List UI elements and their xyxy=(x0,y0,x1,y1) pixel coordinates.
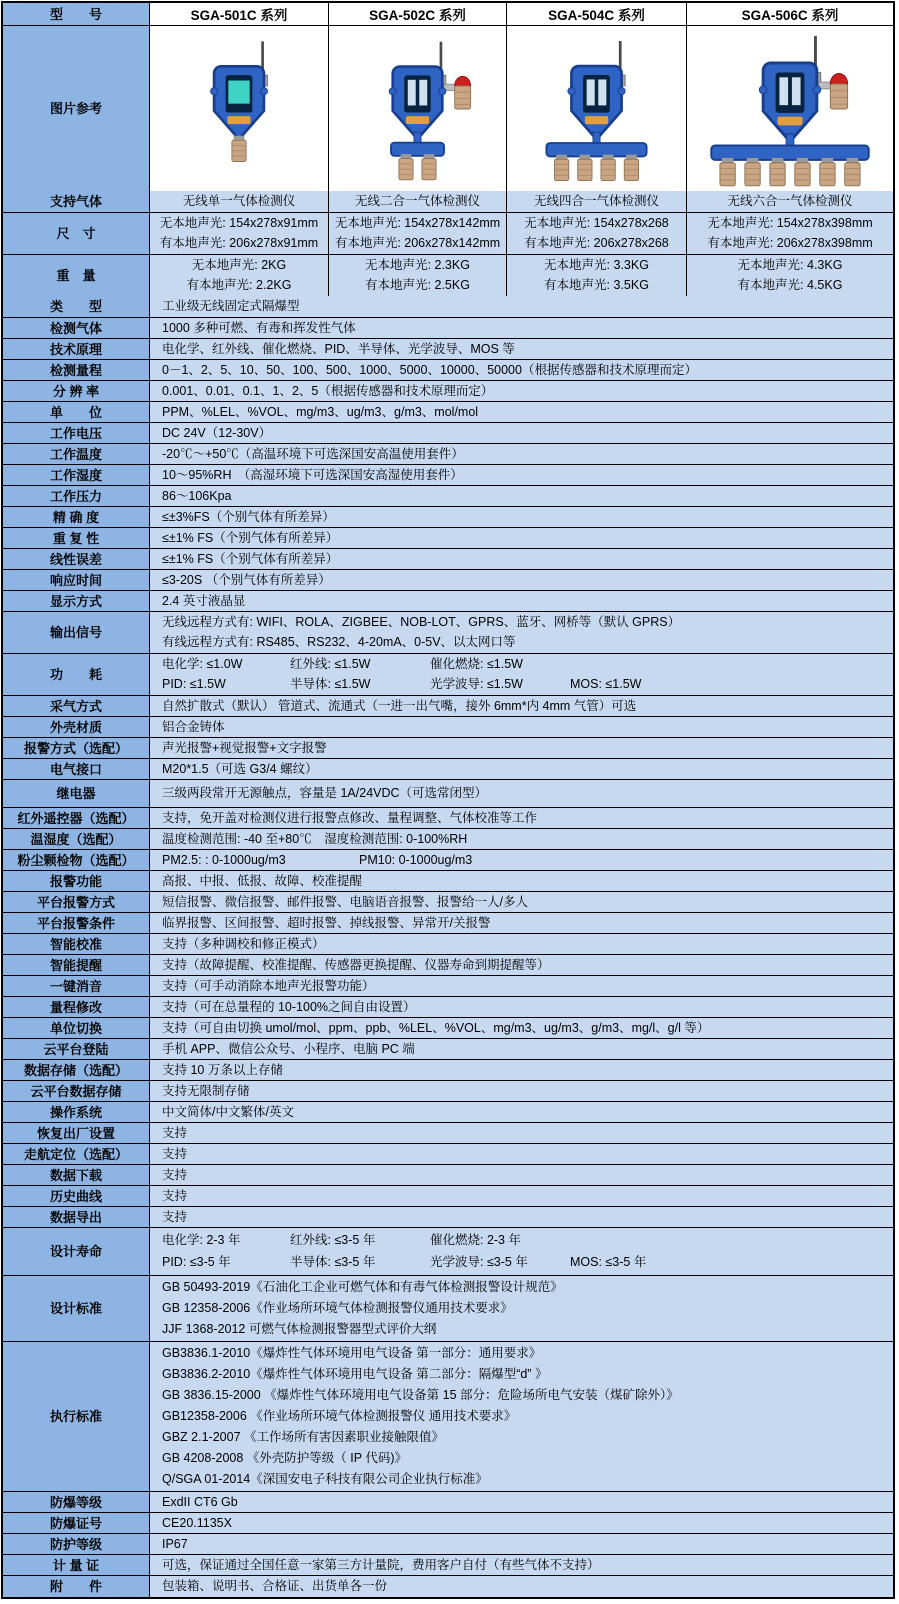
spec-row-27 xyxy=(3,912,893,933)
spec-row-value xyxy=(149,1492,893,1512)
grid-cell xyxy=(686,191,893,212)
spec-row-value xyxy=(149,1165,893,1185)
spec-row-label: 智能提醒 xyxy=(3,955,149,975)
spec-row-label: 防护等级 xyxy=(3,1534,149,1554)
spec-value-line: 10～95%RH （高湿环境下可选深国安高湿使用套件） xyxy=(162,468,463,482)
spec-row-value xyxy=(149,1513,893,1533)
spec-value-segment: 光学波导: ≤3-5 年 xyxy=(430,1255,528,1270)
grid-cell xyxy=(149,191,328,212)
spec-row-value xyxy=(149,1060,893,1080)
spec-row-label: 云平台登陆 xyxy=(3,1039,149,1059)
spec-row-label: 输出信号 xyxy=(3,612,149,653)
spec-row-label: 类 型 xyxy=(3,296,149,317)
spec-value-line xyxy=(162,675,893,694)
spec-value-line: 有线远程方式有: RS485、RS232、4-20mA、0-5V、以太网口等 xyxy=(162,634,516,649)
spec-value-line: 支持（可在总量程的 10-100%之间自由设置） xyxy=(162,1000,416,1014)
grid-cell-line: 无本地声光: 2.3KG xyxy=(365,258,470,273)
grid-cell-line: 无本地声光: 2KG xyxy=(191,258,287,273)
spec-row-15 xyxy=(3,611,893,653)
header-model-sga-504c: SGA-504C 系列 xyxy=(506,3,686,25)
spec-value-segment: MOS: ≤1.5W xyxy=(570,676,642,691)
spec-row-label: 重 复 性 xyxy=(3,528,149,548)
spec-row-label: 附 件 xyxy=(3,1576,149,1597)
spec-row-value xyxy=(149,465,893,485)
spec-row-value xyxy=(149,339,893,359)
spec-row-label: 粉尘颗检物（选配） xyxy=(3,850,149,870)
grid-cell xyxy=(506,213,686,254)
spec-row-24 xyxy=(3,849,893,870)
spec-row-38 xyxy=(3,1143,893,1164)
spec-value-segment: 半导体: ≤3-5 年 xyxy=(290,1255,376,1270)
spec-row-label: 防爆证号 xyxy=(3,1513,149,1533)
spec-value-line xyxy=(162,851,893,870)
spec-value-segment: PM2.5: : 0-1000ug/m3 xyxy=(162,853,286,867)
spec-value-line: 支持（可自由切换 umol/mol、ppm、ppb、%LEL、%VOL、mg/m3、ug/m3、g/m3、mg/l、g/l 等） xyxy=(162,1021,710,1035)
spec-value-line xyxy=(162,1253,893,1272)
spec-row-label: 操作系统 xyxy=(3,1102,149,1122)
spec-row-37 xyxy=(3,1122,893,1143)
spec-value-line: ≤±1% FS（个别气体有所差异） xyxy=(162,552,339,566)
spec-row-value xyxy=(149,1342,893,1491)
spec-row-value xyxy=(149,829,893,849)
spec-value-line: 临界报警、区间报警、超时报警、掉线报警、异常开/关报警 xyxy=(162,916,491,930)
grid-cell xyxy=(328,191,506,212)
spec-row-0 xyxy=(3,296,893,317)
spec-value-line: GB 12358-2006《作业场所环境气体检测报警仪通用技术要求》 xyxy=(162,1301,513,1315)
spec-value-line: 支持（可手动消除本地声光报警功能） xyxy=(162,979,375,993)
spec-row-11 xyxy=(3,527,893,548)
spec-row-45 xyxy=(3,1491,893,1512)
spec-row-label: 工作湿度 xyxy=(3,465,149,485)
spec-row-value xyxy=(149,1144,893,1164)
spec-value-line: M20*1.5（可选 G3/4 螺纹） xyxy=(162,762,318,776)
grid-cell xyxy=(149,255,328,296)
spec-value-segment: 催化燃烧: 2-3 年 xyxy=(430,1232,521,1247)
spec-row-label: 云平台数据存储 xyxy=(3,1081,149,1101)
spec-row-label: 量程修改 xyxy=(3,997,149,1017)
spec-row-13 xyxy=(3,569,893,590)
spec-row-label: 继电器 xyxy=(3,780,149,807)
spec-row-label: 响应时间 xyxy=(3,570,149,590)
grid-cell-line: 有本地声光: 4.5KG xyxy=(737,277,843,292)
grid-cell xyxy=(686,255,893,296)
spec-row-36 xyxy=(3,1101,893,1122)
spec-value-line: GB3836.1-2010《爆炸性气体环境用电气设备 第一部分：通用要求》 xyxy=(162,1346,542,1360)
spec-value-line xyxy=(162,655,893,674)
spec-value-segment: 催化燃烧: ≤1.5W xyxy=(430,657,523,672)
spec-row-label: 检测量程 xyxy=(3,360,149,380)
grid-cell-line: 无本地声光: 4.3KG xyxy=(737,258,843,273)
spec-row-label: 智能校准 xyxy=(3,934,149,954)
spec-value-line: 包装箱、说明书、合格证、出货单各一份 xyxy=(162,1579,388,1593)
spec-value-line: GB 4208-2008 《外壳防护等级（ IP 代码)》 xyxy=(162,1451,407,1465)
spec-row-3 xyxy=(3,359,893,380)
spec-value-line: GB12358-2006 《作业场所环境气体检测报警仪 通用技术要求》 xyxy=(162,1409,517,1423)
spec-value-segment: PID: ≤3-5 年 xyxy=(162,1255,231,1270)
grid-cell xyxy=(149,213,328,254)
spec-value-line: 支持 10 万条以上存储 xyxy=(162,1063,283,1077)
spec-row-label: 单位切换 xyxy=(3,1018,149,1038)
spec-row-value xyxy=(149,1228,893,1275)
spec-row-label: 一键消音 xyxy=(3,976,149,996)
spec-value-line: ≤±3%FS（个别气体有所差异） xyxy=(162,510,335,524)
spec-row-label: 温湿度（选配） xyxy=(3,829,149,849)
spec-row-label: 工作温度 xyxy=(3,444,149,464)
grid-row-label: 尺 寸 xyxy=(3,213,149,254)
grid-cell-line: 无线单一气体检测仪 xyxy=(182,194,296,208)
spec-row-value xyxy=(149,486,893,506)
grid-cell-line: 有本地声光: 3.5KG xyxy=(544,277,649,292)
spec-row-25 xyxy=(3,870,893,891)
spec-row-value xyxy=(149,1123,893,1143)
grid-cell xyxy=(328,213,506,254)
spec-row-32 xyxy=(3,1017,893,1038)
spec-row-12 xyxy=(3,548,893,569)
spec-row-44 xyxy=(3,1341,893,1491)
spec-row-23 xyxy=(3,828,893,849)
grid-cell-line: 有本地声光: 2.2KG xyxy=(186,277,292,292)
spec-row-label: 执行标准 xyxy=(3,1342,149,1491)
spec-row-14 xyxy=(3,590,893,611)
spec-row-value xyxy=(149,507,893,527)
spec-value-segment: 半导体: ≤1.5W xyxy=(290,676,371,691)
grid-cell-line: 有本地声光: 2.5KG xyxy=(365,277,470,292)
spec-row-30 xyxy=(3,975,893,996)
spec-value-line: GBZ 2.1-2007 《工作场所有害因素职业接触限值》 xyxy=(162,1430,444,1444)
spec-value-line: JJF 1368-2012 可燃气体检测报警器型式评价大纲 xyxy=(162,1322,437,1336)
spec-value-line: 0－1、2、5、10、50、100、500、1000、5000、10000、50000（根据传感器和技术原理而定） xyxy=(162,363,697,377)
spec-row-7 xyxy=(3,443,893,464)
spec-row-label: 数据存储（选配） xyxy=(3,1060,149,1080)
spec-row-label: 红外遥控器（选配） xyxy=(3,808,149,828)
spec-row-8 xyxy=(3,464,893,485)
spec-value-line: 自然扩散式（默认） 管道式、流通式（一进一出气嘴，接外 6mm*内 4mm 气管）可选 xyxy=(162,699,637,713)
spec-value-line: 支持 xyxy=(162,1147,188,1161)
spec-row-label: 工作压力 xyxy=(3,486,149,506)
grid-cell-line: 无线四合一气体检测仪 xyxy=(533,194,659,208)
spec-row-19 xyxy=(3,737,893,758)
spec-row-label: 精 确 度 xyxy=(3,507,149,527)
grid-cell-line: 有本地声光: 206x278x268 xyxy=(524,235,669,250)
spec-row-label: 防爆等级 xyxy=(3,1492,149,1512)
spec-row-value xyxy=(149,871,893,891)
spec-row-value xyxy=(149,381,893,401)
spec-row-value xyxy=(149,1555,893,1575)
spec-row-22 xyxy=(3,807,893,828)
spec-value-segment: 光学波导: ≤1.5W xyxy=(430,676,523,691)
spec-row-42 xyxy=(3,1227,893,1275)
spec-row-31 xyxy=(3,996,893,1017)
spec-row-value xyxy=(149,1576,893,1597)
spec-row-label: 平台报警条件 xyxy=(3,913,149,933)
spec-table xyxy=(1,1,895,1599)
spec-row-label: 单 位 xyxy=(3,402,149,422)
spec-row-49 xyxy=(3,1575,893,1597)
spec-row-41 xyxy=(3,1206,893,1227)
spec-row-label: 历史曲线 xyxy=(3,1186,149,1206)
spec-value-line: 支持（多种调校和修正模式） xyxy=(162,937,325,951)
spec-row-value xyxy=(149,654,893,695)
spec-row-value xyxy=(149,423,893,443)
grid-row-label: 重 量 xyxy=(3,255,149,296)
spec-row-4 xyxy=(3,380,893,401)
spec-row-29 xyxy=(3,954,893,975)
spec-value-line: 工业级无线固定式隔爆型 xyxy=(162,299,300,313)
spec-row-value xyxy=(149,759,893,779)
grid-cell xyxy=(328,255,506,296)
spec-row-label: 平台报警方式 xyxy=(3,892,149,912)
spec-value-line: 支持（故障提醒、校准提醒、传感器更换提醒、仪器寿命到期提醒等） xyxy=(162,958,550,972)
spec-row-9 xyxy=(3,485,893,506)
spec-value-line: 三级两段常开无源触点，容量是 1A/24VDC（可选常闭型） xyxy=(162,786,488,800)
spec-row-label: 数据导出 xyxy=(3,1207,149,1227)
spec-row-value xyxy=(149,717,893,737)
spec-row-label: 设计寿命 xyxy=(3,1228,149,1275)
spec-row-label: 采气方式 xyxy=(3,696,149,716)
spec-value-line: 1000 多种可燃、有毒和挥发性气体 xyxy=(162,321,356,335)
spec-value-line: 支持无限制存储 xyxy=(162,1084,250,1098)
spec-row-value xyxy=(149,1534,893,1554)
spec-row-label: 计 量 证 xyxy=(3,1555,149,1575)
spec-row-value xyxy=(149,360,893,380)
spec-row-20 xyxy=(3,758,893,779)
grid-cell xyxy=(506,255,686,296)
header-row xyxy=(3,3,893,25)
spec-value-line: 支持 xyxy=(162,1189,188,1203)
spec-value-line xyxy=(162,1231,893,1250)
spec-row-label: 检测气体 xyxy=(3,318,149,338)
spec-row-35 xyxy=(3,1080,893,1101)
spec-row-21 xyxy=(3,779,893,807)
spec-value-line: 高报、中报、低报、故障、校准提醒 xyxy=(162,874,363,888)
spec-row-value xyxy=(149,892,893,912)
spec-value-line: 声光报警+视觉报警+文字报警 xyxy=(162,741,327,755)
spec-row-value xyxy=(149,1018,893,1038)
spec-row-value xyxy=(149,402,893,422)
spec-row-value xyxy=(149,934,893,954)
spec-row-value xyxy=(149,955,893,975)
spec-row-6 xyxy=(3,422,893,443)
spec-row-value xyxy=(149,612,893,653)
spec-value-line: 支持 xyxy=(162,1168,188,1182)
spec-row-label: 外壳材质 xyxy=(3,717,149,737)
spec-value-line: 支持 xyxy=(162,1126,188,1140)
spec-value-line: PPM、%LEL、%VOL、mg/m3、ug/m3、g/m3、mol/mol xyxy=(162,405,479,419)
spec-row-value xyxy=(149,850,893,870)
spec-row-value xyxy=(149,528,893,548)
header-model-sga-501c: SGA-501C 系列 xyxy=(149,3,328,25)
spec-row-value xyxy=(149,570,893,590)
spec-row-17 xyxy=(3,695,893,716)
spec-value-line: ExdII CT6 Gb xyxy=(162,1495,238,1509)
spec-row-10 xyxy=(3,506,893,527)
spec-row-label: 走航定位（选配） xyxy=(3,1144,149,1164)
spec-value-line: 可选，保证通过全国任意一家第三方计量院，费用客户自付（有些气体不支持） xyxy=(162,1558,600,1572)
spec-value-line: GB 50493-2019《石油化工企业可燃气体和有毒气体检测报警设计规范》 xyxy=(162,1280,563,1294)
spec-row-value xyxy=(149,913,893,933)
spec-value-segment: 电化学: 2-3 年 xyxy=(162,1232,241,1247)
spec-value-line: Q/SGA 01-2014《深国安电子科技有限公司企业执行标准》 xyxy=(162,1472,488,1486)
spec-row-label: 显示方式 xyxy=(3,591,149,611)
spec-row-1 xyxy=(3,317,893,338)
spec-row-value xyxy=(149,780,893,807)
spec-value-line: IP67 xyxy=(162,1537,188,1551)
spec-row-label: 恢复出厂设置 xyxy=(3,1123,149,1143)
spec-row-value xyxy=(149,1186,893,1206)
grid-row-label: 支持气体 xyxy=(3,191,149,212)
spec-row-value xyxy=(149,997,893,1017)
spec-row-value xyxy=(149,1207,893,1227)
spec-value-line: 0.001、0.01、0.1、1、2、5（根据传感器和技术原理而定） xyxy=(162,384,494,398)
spec-value-line: GB3836.2-2010《爆炸性气体环境用电气设备 第二部分：隔爆型“d” 》 xyxy=(162,1367,548,1381)
spec-value-line: 短信报警、微信报警、邮件报警、电脑语音报警、报警给一人/多人 xyxy=(162,895,528,909)
grid-cell-line: 无线二合一气体检测仪 xyxy=(354,194,480,208)
spec-value-line: 支持 xyxy=(162,1210,188,1224)
spec-row-value xyxy=(149,1102,893,1122)
spec-value-line: 无线远程方式有: WIFI、ROLA、ZIGBEE、NOB-LOT、GPRS、蓝牙、网桥等（默认 GPRS） xyxy=(162,615,681,630)
spec-row-2 xyxy=(3,338,893,359)
spec-row-label: 数据下载 xyxy=(3,1165,149,1185)
spec-row-value xyxy=(149,696,893,716)
grid-cell-line: 无本地声光: 3.3KG xyxy=(544,258,649,273)
header-model-sga-506c: SGA-506C 系列 xyxy=(686,3,893,25)
spec-row-value xyxy=(149,808,893,828)
spec-row-label: 分 辨 率 xyxy=(3,381,149,401)
device-image-sga-506c xyxy=(686,26,893,191)
spec-rows xyxy=(3,296,893,1597)
spec-value-segment: 电化学: ≤1.0W xyxy=(162,657,243,672)
spec-row-label: 电气接口 xyxy=(3,759,149,779)
spec-row-48 xyxy=(3,1554,893,1575)
grid-cell-line: 有本地声光: 206x278x142mm xyxy=(334,235,501,250)
spec-row-value xyxy=(149,738,893,758)
spec-row-value xyxy=(149,1081,893,1101)
spec-row-5 xyxy=(3,401,893,422)
spec-row-value xyxy=(149,444,893,464)
spec-row-label: 技术原理 xyxy=(3,339,149,359)
grid-cell-line: 有本地声光: 206x278x91mm xyxy=(159,235,319,250)
spec-value-line: 86～106Kpa xyxy=(162,489,232,503)
grid-cell-line: 无本地声光: 154x278x398mm xyxy=(707,216,873,231)
grid-row-2 xyxy=(3,254,893,296)
spec-value-line: 电化学、红外线、催化燃烧、PID、半导体、光学波导、MOS 等 xyxy=(162,342,515,356)
spec-row-value xyxy=(149,1039,893,1059)
spec-value-line: 中文简体/中文繁体/英文 xyxy=(162,1105,294,1119)
spec-value-line: 2.4 英寸液晶显 xyxy=(162,594,246,608)
spec-value-segment: PM10: 0-1000ug/m3 xyxy=(359,853,473,867)
spec-value-segment: PID: ≤1.5W xyxy=(162,676,226,691)
spec-row-value xyxy=(149,591,893,611)
spec-value-line: DC 24V（12-30V） xyxy=(162,426,272,440)
image-row-label: 图片参考 xyxy=(3,26,149,191)
spec-value-line: CE20.1135X xyxy=(162,1516,232,1530)
device-image-sga-502c xyxy=(328,26,506,191)
spec-row-value xyxy=(149,296,893,317)
spec-row-label: 设计标准 xyxy=(3,1276,149,1341)
spec-row-label: 报警方式（选配） xyxy=(3,738,149,758)
grid-cell-line: 无本地声光: 154x278x268 xyxy=(524,216,669,231)
header-model-label: 型 号 xyxy=(3,3,149,25)
spec-value-line: -20℃～+50℃（高温环境下可选深国安高温使用套件） xyxy=(162,447,464,461)
spec-value-line: ≤3-20S （个别气体有所差异） xyxy=(162,573,331,587)
spec-value-segment: 红外线: ≤1.5W xyxy=(290,657,371,672)
device-image-sga-501c xyxy=(149,26,328,191)
spec-row-47 xyxy=(3,1533,893,1554)
spec-row-16 xyxy=(3,653,893,695)
spec-row-46 xyxy=(3,1512,893,1533)
spec-value-line: 铝合金铸体 xyxy=(162,720,225,734)
spec-row-label: 功 耗 xyxy=(3,654,149,695)
spec-row-18 xyxy=(3,716,893,737)
spec-row-39 xyxy=(3,1164,893,1185)
device-image-sga-504c xyxy=(506,26,686,191)
grid-cell-line: 无本地声光: 154x278x142mm xyxy=(334,216,501,231)
grid-cell xyxy=(686,213,893,254)
grid-cell-line: 无本地声光: 154x278x91mm xyxy=(159,216,319,231)
spec-value-line: 温度检测范围: -40 至+80℃ 湿度检测范围: 0-100%RH xyxy=(162,832,468,846)
spec-row-40 xyxy=(3,1185,893,1206)
spec-row-28 xyxy=(3,933,893,954)
grid-cell xyxy=(506,191,686,212)
spec-value-line: 手机 APP、微信公众号、小程序、电脑 PC 端 xyxy=(162,1042,415,1056)
model-grid-rows xyxy=(3,191,893,296)
spec-value-line: 支持，免开盖对检测仪进行报警点修改、量程调整、气体校准等工作 xyxy=(162,811,538,825)
spec-row-33 xyxy=(3,1038,893,1059)
image-row xyxy=(3,25,893,191)
spec-value-segment: 红外线: ≤3-5 年 xyxy=(290,1232,376,1247)
spec-row-label: 工作电压 xyxy=(3,423,149,443)
spec-row-43 xyxy=(3,1275,893,1341)
spec-row-value xyxy=(149,549,893,569)
grid-cell-line: 有本地声光: 206x278x398mm xyxy=(707,235,873,250)
spec-value-line: ≤±1% FS（个别气体有所差异） xyxy=(162,531,339,545)
spec-row-value xyxy=(149,1276,893,1341)
spec-row-34 xyxy=(3,1059,893,1080)
spec-row-label: 报警功能 xyxy=(3,871,149,891)
spec-row-value xyxy=(149,976,893,996)
grid-cell-line: 无线六合一气体检测仪 xyxy=(727,194,853,208)
spec-row-26 xyxy=(3,891,893,912)
header-model-sga-502c: SGA-502C 系列 xyxy=(328,3,506,25)
spec-value-line: GB 3836.15-2000 《爆炸性气体环境用电气设备第 15 部分：危险场所电气安装（煤矿除外）》 xyxy=(162,1388,679,1402)
spec-row-label: 线性误差 xyxy=(3,549,149,569)
spec-row-value xyxy=(149,318,893,338)
grid-row-1 xyxy=(3,212,893,254)
grid-row-0 xyxy=(3,191,893,212)
spec-value-segment: MOS: ≤3-5 年 xyxy=(570,1255,647,1270)
